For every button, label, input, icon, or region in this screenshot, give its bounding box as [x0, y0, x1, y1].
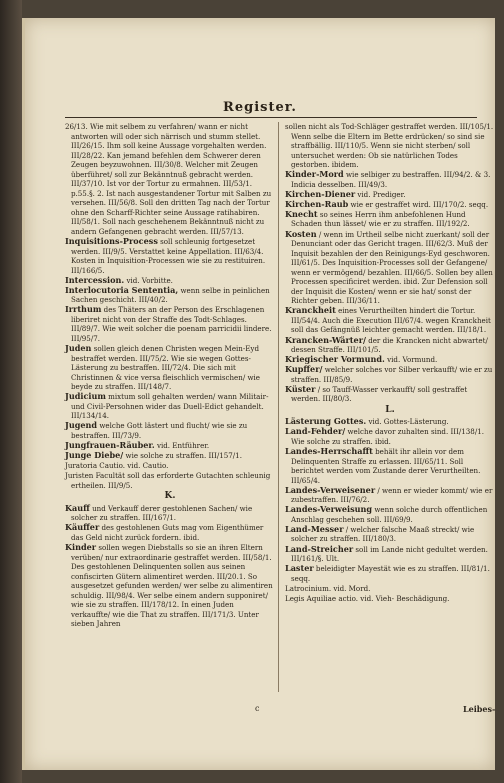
entry-headword: Knecht	[285, 208, 318, 219]
entry-headword: Land-Messer	[285, 523, 344, 534]
catchword: Leibes-	[463, 704, 496, 714]
entry-text: wenn selbe in peinlichen Sachen geschicht. III/40/2.	[71, 285, 270, 305]
entry-text: behält ihr allein vor dem Delinquenten Straffe zu erlassen. III/65/11. Soll berichtet werden vom Zustande derer Verurtheilten. III/65/4.	[291, 447, 481, 485]
left-column	[65, 122, 275, 629]
index-entry	[65, 392, 275, 421]
entry-text: eines Verurtheilten hindert die Tortur. III/54/4. Auch die Execution III/67/4. wegen Kranckheit soll das Gefängnüß leichter gemacht werden. III/18/1.	[291, 306, 491, 335]
entry-headword: Landes-Herrschafft	[285, 446, 373, 457]
entry-headword: Interlocutoria Sententia,	[65, 284, 179, 295]
entry-headword: Irrthum	[65, 304, 102, 315]
entry-headword: Landes-Verweisung	[285, 504, 373, 515]
entry-text: / wenn er wieder kommt/ wie er zubestraffen. III/76/2.	[291, 485, 493, 505]
entry-text: welche davor zuhalten sind. III/138/1. Wie solche zu straffen. ibid.	[291, 427, 484, 446]
section-letter: L.	[385, 404, 395, 415]
entry-text: vid. Gottes-Lästerung.	[368, 417, 449, 427]
entry-text: so seines Herrn ihm anbefohlenen Hund Schaden thun lässet/ wie er zu straffen. III/192/2.	[291, 209, 470, 229]
entry-headword: Land-Fehder/	[285, 426, 346, 437]
entry-text: wie selbiger zu bestraffen. III/94/2. & 3. Indicia desselben. III/49/3.	[291, 170, 491, 189]
entry-headword: Kinder-Mord	[285, 169, 344, 180]
index-entry	[285, 122, 495, 170]
entry-headword: Jungfrauen-Räuber.	[65, 440, 155, 451]
entry-headword: Judicium	[65, 391, 106, 402]
index-entry	[285, 336, 495, 355]
index-entry	[65, 286, 275, 305]
entry-text: mixtum soll gehalten werden/ wann Militair- und Civil-Persohnen wider das Duell-Edict gehandelt. III/134/14.	[71, 392, 269, 421]
entry-headword: Intercession.	[65, 274, 125, 285]
entry-headword: Kriegischer Vormund.	[285, 354, 385, 365]
book-binding	[0, 0, 22, 783]
index-entry	[285, 505, 495, 524]
entry-headword: Inquisitions-Process	[65, 236, 158, 247]
index-entry	[285, 230, 495, 306]
entry-headword: Junge Diebe/	[65, 450, 124, 461]
index-entry	[65, 461, 275, 471]
entry-headword: Krancken-Wärter/	[285, 334, 366, 345]
entry-text: / so Tauff-Wasser verkaufft/ soll gestraffet werden. III/80/3.	[291, 384, 468, 404]
entry-headword: Landes-Verweisener	[285, 484, 376, 495]
entry-text: vid. Vormund.	[387, 355, 438, 365]
index-entry	[285, 306, 495, 335]
index-entry	[285, 525, 495, 544]
index-entry	[65, 471, 275, 490]
section-letter: K.	[164, 491, 176, 502]
index-entry	[65, 237, 275, 275]
index-entry	[285, 594, 495, 604]
index-entry	[65, 344, 275, 392]
entry-headword: Jugend	[65, 420, 98, 431]
entry-headword: Käuffer	[65, 522, 100, 533]
entry-text: soll schleunig fortgesetzet werden. III/9/5. Verstattet keine Appellation. III/63/4. Kosten in Inquisition-Processen wie sie zu restituiren. III/166/5.	[71, 237, 266, 275]
entry-text: vid. Prediger.	[357, 189, 406, 199]
entry-text: / wenn im Urtheil selbe nicht zuerkant/ soll der Denunciant oder das Gericht tragen. III/62/3. Muß der Inquisit bezahlen der den Reinigungs-Eyd geschworen. III/61/5. Des Inquisition-Processes soll der Gefangene/ wenn er vermögend/ bezahlen. III/66/5. Sollen bey allen Processen specificiret werden. ibid. Zur Defension soll der Inquisit die Kosten/ wenn er sie hat/ sonst der Richter geben. III/36/11.	[291, 229, 493, 306]
index-entry	[65, 451, 275, 461]
entry-headword: Kauff	[65, 502, 90, 513]
index-entry	[65, 122, 275, 237]
index-entry	[285, 447, 495, 485]
entry-text: Latrocinium. vid. Mord.	[285, 583, 371, 593]
index-entry	[285, 210, 495, 229]
entry-text: wie er gestraffet wird. III/170/2. seqq.	[350, 199, 489, 209]
entry-headword: Kirchen-Raub	[285, 198, 349, 209]
entry-text: vid. Entführer.	[156, 441, 210, 451]
entry-headword: Laster	[285, 563, 314, 574]
entry-text: Legis Aquiliae actio. vid. Vieh- Beschädigung.	[285, 593, 450, 603]
index-entry	[285, 584, 495, 594]
column-divider	[278, 122, 279, 692]
entry-headword: Kosten	[285, 228, 317, 239]
entry-headword: Kranckheit	[285, 305, 336, 316]
index-entry	[285, 564, 495, 583]
signature-mark: c	[255, 704, 260, 713]
entry-text: Juratoria Cautio. vid. Cautio.	[65, 461, 169, 471]
index-entry	[285, 545, 495, 564]
index-entry	[65, 523, 275, 542]
entry-text: welche Gott lästert und flucht/ wie sie zu bestraffen. III/73/9.	[71, 421, 248, 440]
index-entry	[65, 504, 275, 523]
header-rule	[65, 117, 477, 118]
entry-headword: Kinder	[65, 542, 97, 553]
entry-text: welcher solches vor Silber verkaufft/ wie er zu straffen. III/85/9.	[291, 365, 493, 384]
entry-text: des Thäters an der Person des Erschlagenen liberiret nicht von der Straffe des Todt-Schlages. III/89/7. Wie weit solcher die poenam parricidii lindere. III/95/7.	[71, 305, 272, 344]
entry-text: und Verkauff derer gestohlenen Sachen/ wie solcher zu straffen. III/167/1.	[71, 503, 253, 523]
entry-headword: Küster	[285, 383, 316, 394]
index-entry	[65, 305, 275, 343]
entry-text: soll im Lande nicht gedultet werden. III/161/§. Ult.	[291, 544, 488, 564]
right-column	[285, 122, 495, 604]
entry-text: 26/13. Wie mit selbem zu verfahren/ wann er nicht antworten will oder sich närrisch und stumm stellet. III/26/15. Ihm soll keine Aussage vorgehalten werden. III/28/22. Kan jemand befehlen dem Schwerer deren Zeugen beyzuwohnen. III/30/8. Welcher mit Zeugen überführet/ soll zur Bekänntnuß gebracht werden. III/37/10. Ist vor der Tortur zu ermahnen. III/53/1. p.55.§. 2. Ist nach ausgestandener Tortur mit Salben zu versehen. III/56/8. Soll den dritten Tag nach der Tortur ohne den Scharff-Richter seine Aussage ratihabiren. III/58/1. Soll nach geschehenem Bekänntnuß nicht zu andern Gefangenen gebracht werden. III/57/13.	[65, 122, 272, 237]
index-entry	[285, 365, 495, 384]
index-entry	[65, 421, 275, 440]
entry-text: sollen nicht als Tod-Schläger gestraffet werden. III/105/1. Wenn selbe die Eltern im Bette erdrücken/ so sind sie straffbällig. III/110/5. Wenn sie nicht sterben/ soll untersuchet werden: Ob sie natürlichen Todes gestorben. ibidem.	[285, 122, 494, 170]
page-title: Register.	[223, 100, 297, 115]
entry-text: wenn solche durch offentlichen Anschlag geschehen soll. III/69/9.	[291, 505, 488, 524]
index-entry	[65, 543, 275, 629]
book-page	[22, 18, 495, 770]
entry-text: sollen wegen Diebstalls so sie an ihren Eltern verüben/ nur extraordinarie gestraffet werden. III/58/1. Des gestohlenen Delinquenten sollen aus seinen confiscirten Gütern alimentiret werden. III/20.1. So ausgesetzet gefunden werden/ wer selbe zu alimentiren schuldig. III/98/4. Wer selbe einem andern supponiret/ wie sie zu straffen. III/178/12. In einen Juden verkauffte/ wie die That zu straffen. III/171/3. Unter sieben Jahren	[71, 543, 273, 629]
entry-headword: Land-Streicher	[285, 543, 354, 554]
entry-text: / welcher falsche Maaß streckt/ wie solcher zu straffen. III/180/3.	[291, 524, 475, 544]
entry-text: vid. Vorbitte.	[126, 275, 173, 285]
entry-headword: Juden	[65, 343, 92, 354]
entry-text: wie solche zu straffen. III/157/1.	[125, 451, 242, 461]
index-entry	[285, 385, 495, 404]
entry-text: Juristen Facultät soll das erforderte Gutachten schleunig ertheilen. III/9/5.	[65, 471, 271, 490]
entry-text: sollen gleich denen Christen wegen Mein-Eyd bestraffet werden. III/75/2. Wie sie wegen Gottes-Lästerung zu bestraffen. III/72/4. Die sich mit Christinnen & vice versa fleischlich vermischen/ wie beyde zu straffen. III/148/7.	[71, 344, 261, 392]
entry-headword: Lästerung Gottes.	[285, 416, 367, 427]
entry-text: des gestohlenen Guts mag vom Eigenthümer das Geld nicht zurück fordern. ibid.	[71, 523, 264, 542]
index-entry	[285, 170, 495, 189]
index-entry	[285, 427, 495, 446]
entry-text: der die Krancken nicht abwartet/ dessen Straffe. III/101/5.	[291, 335, 488, 355]
entry-headword: Kupffer/	[285, 364, 323, 375]
entry-headword: Kirchen-Diener	[285, 188, 356, 199]
entry-text: beleidigter Mayestät wie es zu straffen. III/81/1. seqq.	[291, 564, 490, 583]
index-entry	[285, 486, 495, 505]
